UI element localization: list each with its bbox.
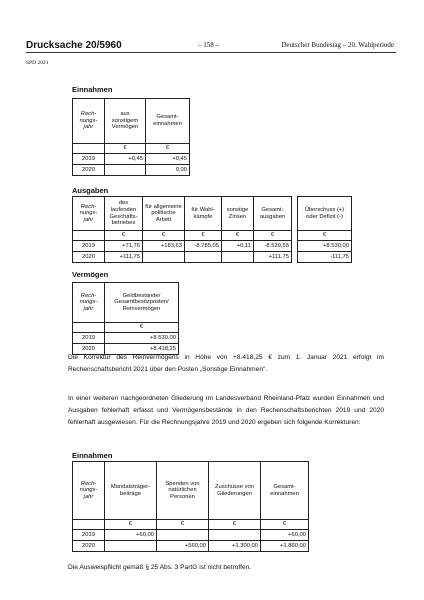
- table-row: [73, 154, 190, 165]
- unit-cell: [73, 144, 105, 154]
- value-cell: +8.530,00: [298, 241, 352, 252]
- unit-cell: €: [143, 231, 185, 241]
- doc-number: 5960: [99, 40, 122, 51]
- year-cell: 2019: [73, 530, 105, 541]
- unit-row: [73, 231, 292, 241]
- unit-cell: €: [105, 231, 143, 241]
- table-einnahmen-2: [72, 461, 309, 552]
- unit-cell: [73, 520, 105, 530]
- header-cell: Gesamt-ausgaben: [254, 197, 292, 231]
- value-cell: [209, 530, 261, 541]
- header-cell: für allgemeine politische Arbeit: [143, 197, 185, 231]
- unit-cell: €: [222, 231, 254, 241]
- section-title-einnahmen-2: Einnahmen: [72, 451, 113, 460]
- year-cell: 2020: [73, 165, 105, 176]
- table-row: [73, 541, 309, 552]
- paragraph-korrektur: Die Korrektur des Reinvermögens in Höhe von +8.418,25 € zum 1. Januar 2021 erfolgt im Rechenschaftsbericht 2021 über den Posten „Sonstige Einnahmen“.: [68, 354, 384, 373]
- page-number: – 158 –: [198, 41, 219, 49]
- year-cell: 2020: [73, 541, 105, 552]
- table-header-row: [73, 283, 179, 323]
- section-title-einnahmen: Einnahmen: [72, 85, 113, 94]
- unit-cell: [73, 231, 105, 241]
- table-row: [73, 241, 292, 252]
- unit-cell: €: [209, 520, 261, 530]
- header-cell: Zuschüsse von Gliederungen: [209, 462, 261, 520]
- header-cell: sonstige Zinsen: [222, 197, 254, 231]
- table-row: [73, 165, 190, 176]
- unit-cell: €: [105, 144, 146, 154]
- unit-cell: €: [105, 323, 179, 333]
- table-header-row: [73, 99, 190, 144]
- value-cell: +60,00: [105, 530, 157, 541]
- value-cell: +1.300,00: [209, 541, 261, 552]
- value-cell: +183,63: [143, 241, 185, 252]
- table-row: [73, 252, 292, 263]
- value-cell: [105, 165, 146, 176]
- value-cell: [222, 252, 254, 263]
- value-cell: +71,76: [105, 241, 143, 252]
- unit-cell: €: [298, 231, 352, 241]
- header-cell: für Wahl-kämpfe: [185, 197, 222, 231]
- unit-cell: [73, 323, 105, 333]
- table-header-row: [298, 197, 352, 231]
- value-cell: [157, 530, 209, 541]
- table-row: [298, 252, 352, 263]
- value-cell: +560,00: [157, 541, 209, 552]
- year-cell: 2019: [73, 333, 105, 344]
- header-cell: Rech-nungs-jahr: [73, 462, 105, 520]
- value-cell: +1.860,00: [261, 541, 309, 552]
- header-cell: Mandatsträger-beiträge: [105, 462, 157, 520]
- parliament-label: Deutscher Bundestag – 20. Wahlperiode: [281, 41, 394, 49]
- table-row: [298, 241, 352, 252]
- header-cell: Gesamt-einnahmen: [146, 99, 190, 144]
- table-einnahmen: [72, 98, 190, 176]
- unit-row: [73, 323, 179, 333]
- value-cell: +8.418,25: [105, 344, 179, 355]
- table-header-row: [73, 462, 309, 520]
- value-cell: +0,45: [105, 154, 146, 165]
- value-cell: [143, 252, 185, 263]
- header-cell: Geldbestände/ Gesamtbesitzposten/ Reinvermögen: [105, 283, 179, 323]
- value-cell: +0,11: [222, 241, 254, 252]
- unit-cell: €: [157, 520, 209, 530]
- section-title-vermoegen: Vermögen: [72, 270, 109, 279]
- value-cell: +8.530,00: [105, 333, 179, 344]
- value-cell: [185, 252, 222, 263]
- value-cell: -8.529,55: [254, 241, 292, 252]
- header-cell: Rech-nungs-jahr: [73, 99, 105, 144]
- header-cell: Spenden von natürlichen Personen: [157, 462, 209, 520]
- value-cell: +111,75: [105, 252, 143, 263]
- value-cell: 0,00: [146, 165, 190, 176]
- header-cell: des laufenden Geschäfts-betriebes: [105, 197, 143, 231]
- unit-cell: €: [146, 144, 190, 154]
- year-cell: 2019: [73, 154, 105, 165]
- value-cell: +60,00: [261, 530, 309, 541]
- header-cell: Rech-nungs-jahr: [73, 283, 105, 323]
- document-number: [26, 40, 122, 51]
- table-vermoegen: [72, 282, 179, 355]
- party-label: SPD 2021: [26, 60, 49, 66]
- header-cell: Rech-nungs-jahr: [73, 197, 105, 231]
- unit-row: [298, 231, 352, 241]
- unit-cell: €: [105, 520, 157, 530]
- value-cell: +111,75: [254, 252, 292, 263]
- year-cell: 2020: [73, 252, 105, 263]
- unit-row: [73, 144, 190, 154]
- unit-cell: €: [185, 231, 222, 241]
- section-title-ausgaben: Ausgaben: [72, 186, 109, 195]
- table-row: [73, 333, 179, 344]
- paragraph-gliederung: In einer weiteren nachgeordneten Gliederung im Landesverband Rheinland-Pfalz wurden Einnahmen und Ausgaben fehlerhaft erfasst und Vermögensbestände in den Rechenschaftsberichten 2019 und 2020 fehlerhaft ausgewiesen. Für die Rechnungsjahre 2019 und 2020 ergeben sich folgende Korrekturen:: [68, 395, 384, 426]
- table-ueberschuss: [297, 196, 352, 263]
- header-cell: Überschuss (+) oder Defizit (-): [298, 197, 352, 231]
- footnote-ausweispflicht: Die Ausweispflicht gemäß § 25 Abs. 3 PartG ist nicht betroffen.: [68, 564, 252, 571]
- value-cell: -8.785,05: [185, 241, 222, 252]
- table-ausgaben: [72, 196, 292, 263]
- table-header-row: [73, 197, 292, 231]
- header-cell: aus sonstigem Vermögen: [105, 99, 146, 144]
- table-row: [73, 530, 309, 541]
- value-cell: -111,75: [298, 252, 352, 263]
- value-cell: +0,45: [146, 154, 190, 165]
- header-rule: [26, 52, 396, 53]
- year-cell: 2020: [73, 344, 105, 355]
- unit-cell: €: [261, 520, 309, 530]
- doc-prefix: Drucksache 20/: [26, 40, 100, 51]
- unit-cell: €: [254, 231, 292, 241]
- value-cell: [105, 541, 157, 552]
- unit-row: [73, 520, 309, 530]
- header-cell: Gesamt-einnahmen: [261, 462, 309, 520]
- year-cell: 2019: [73, 241, 105, 252]
